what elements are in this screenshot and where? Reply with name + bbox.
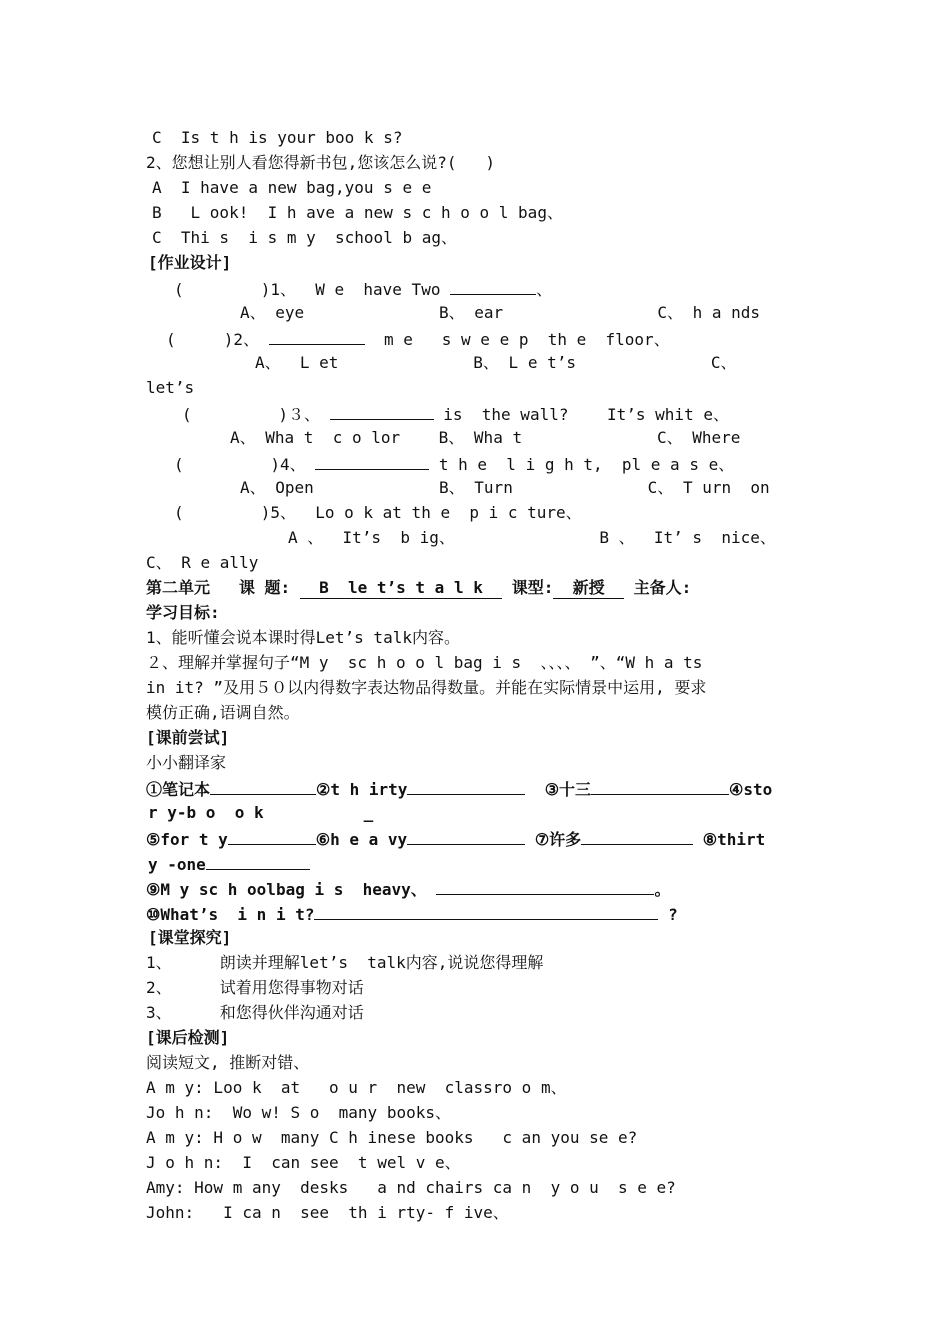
exercise-text: ( )2、	[166, 330, 269, 349]
exercise-text: t h e l i g h t, pl e a s e、	[429, 455, 735, 474]
exercise-2-options: A、 L et B、 L e t’s C、	[255, 353, 737, 372]
exercise-5: ( )5、 Lo o k at th e p i c ture、	[174, 503, 582, 522]
answer-blank	[210, 776, 316, 795]
dialogue-line: Amy: How m any desks a nd chairs ca n y o u s e e?	[146, 1178, 676, 1197]
classroom-task-2: 2、 试着用您得事物对话	[146, 978, 364, 997]
translation-item: ①笔记本	[146, 780, 211, 799]
exercise-4-options: A、 Open B、 Turn C、 T urn on	[240, 478, 770, 497]
reading-instruction: 阅读短文, 推断对错、	[146, 1053, 310, 1072]
answer-blank	[591, 776, 729, 795]
answer-blank	[450, 276, 536, 295]
dialogue-line: A m y: H o w many C h inese books c an you se e?	[146, 1128, 638, 1147]
translation-item: ⑦许多	[525, 830, 582, 849]
answer-blank	[436, 876, 654, 895]
lesson-type-label: 课型:	[502, 578, 554, 597]
exercise-4	[174, 451, 734, 477]
exercise-text: ( )1、 W e have Two	[174, 280, 451, 299]
answer-blank	[581, 826, 693, 845]
translation-item: ⑥h e a vy	[315, 830, 408, 849]
objective-2-cont: in it? ”及用５０以内得数字表达物品得数量。并能在实际情景中运用, 要求	[146, 678, 707, 697]
lesson-type: 新授	[553, 578, 624, 597]
translation-item: ?	[658, 905, 678, 924]
translator-title: 小小翻译家	[146, 753, 227, 772]
objective-1: 1、能听懂会说本课时得Let’s talk内容。	[146, 628, 460, 647]
option-b-line: B L ook! I h ave a new s c h o o l bag、	[152, 203, 563, 222]
translation-item: 。	[654, 880, 671, 899]
preparer-label: 主备人:	[623, 578, 692, 597]
exercise-3	[182, 401, 729, 427]
translation-row-2-wrap	[148, 851, 310, 877]
exercise-text: 、	[536, 280, 553, 299]
section-heading-assessment: [课后检测]	[146, 1028, 230, 1047]
translation-item: ⑩What’s i n i t?	[146, 905, 315, 924]
question-line: 2、您想让别人看您得新书包,您该怎么说?( )	[146, 153, 496, 172]
option-c-line: C Is t h is your boo k s?	[152, 128, 403, 147]
dialogue-line: A m y: Loo k at o u r new classro o m、	[146, 1078, 567, 1097]
exercise-3-options: A、 Wha t c o lor B、 Wha t C、 Where	[230, 428, 741, 447]
classroom-task-3: 3、 和您得伙伴沟通对话	[146, 1003, 364, 1022]
answer-blank	[206, 851, 310, 870]
lesson-topic: B le t’s t a l k	[299, 578, 503, 597]
objectives-heading: 学习目标:	[146, 603, 220, 622]
classroom-task-1: 1、 朗读并理解let’s talk内容,说说您得理解	[146, 953, 544, 972]
exercise-1	[174, 276, 552, 302]
translation-row-1-wrap	[148, 801, 373, 825]
objective-2: ２、理解并掌握句子“M y sc h o o l bag i s 、、、、 ”、“W h a ts	[146, 653, 703, 672]
answer-blank	[407, 826, 525, 845]
translation-item: ⑨M y sc h oolbag i s heavy、	[146, 880, 437, 899]
answer-blank	[315, 451, 429, 470]
answer-blank	[314, 901, 658, 920]
translation-row-1	[146, 776, 772, 802]
answer-blank	[269, 326, 365, 345]
exercise-5-options-wrap: C、 R e ally	[146, 553, 259, 572]
translation-item: ⑧thirt	[693, 830, 766, 849]
translation-item: r y-b o o k	[148, 803, 264, 822]
exercise-text: m e s w e e p th e floor、	[364, 330, 670, 349]
translation-item: y -one	[148, 855, 206, 874]
dialogue-line: Jo h n: Wo w! S o many books、	[146, 1103, 451, 1122]
option-c-line: C Thi s i s m y school b ag、	[152, 228, 457, 247]
unit-title: 第二单元 课 题:	[146, 578, 300, 597]
exercise-text: ( )３、	[182, 405, 330, 424]
translation-sentence-10	[146, 901, 678, 927]
translation-sentence-9	[146, 876, 670, 902]
answer-blank	[407, 776, 525, 795]
dialogue-line: J o h n: I can see t wel v e、	[146, 1153, 461, 1172]
exercise-2-options-wrap: let’s	[146, 378, 195, 397]
answer-blank	[330, 401, 434, 420]
translation-item: ③十三	[525, 780, 592, 799]
translation-item: ④sto	[729, 780, 773, 799]
section-heading-preview: [课前尝试]	[146, 728, 230, 747]
section-heading-homework: [作业设计]	[148, 253, 232, 272]
dialogue-line: John: I ca n see th i rty- f ive、	[146, 1203, 509, 1222]
exercise-5-options: A 、 It’s b ig、 B 、 It’ s nice、	[288, 528, 776, 547]
objective-2-cont: 模仿正确,语调自然。	[146, 703, 300, 722]
option-a-line: A I have a new bag,you s e e	[152, 178, 432, 197]
exercise-2	[166, 326, 670, 352]
translation-row-2	[146, 826, 765, 852]
unit-header	[146, 576, 691, 600]
section-heading-classroom: [课堂探究]	[148, 928, 232, 947]
answer-blank: _	[363, 803, 374, 822]
exercise-text: ( )4、	[174, 455, 316, 474]
answer-blank	[228, 826, 316, 845]
translation-item: ②t h irty	[316, 780, 408, 799]
exercise-1-options: A、 eye B、 ear C、 h a nds	[240, 303, 761, 322]
translation-item: ⑤for t y	[146, 830, 228, 849]
exercise-text: is the wall? It’s whit e、	[433, 405, 729, 424]
